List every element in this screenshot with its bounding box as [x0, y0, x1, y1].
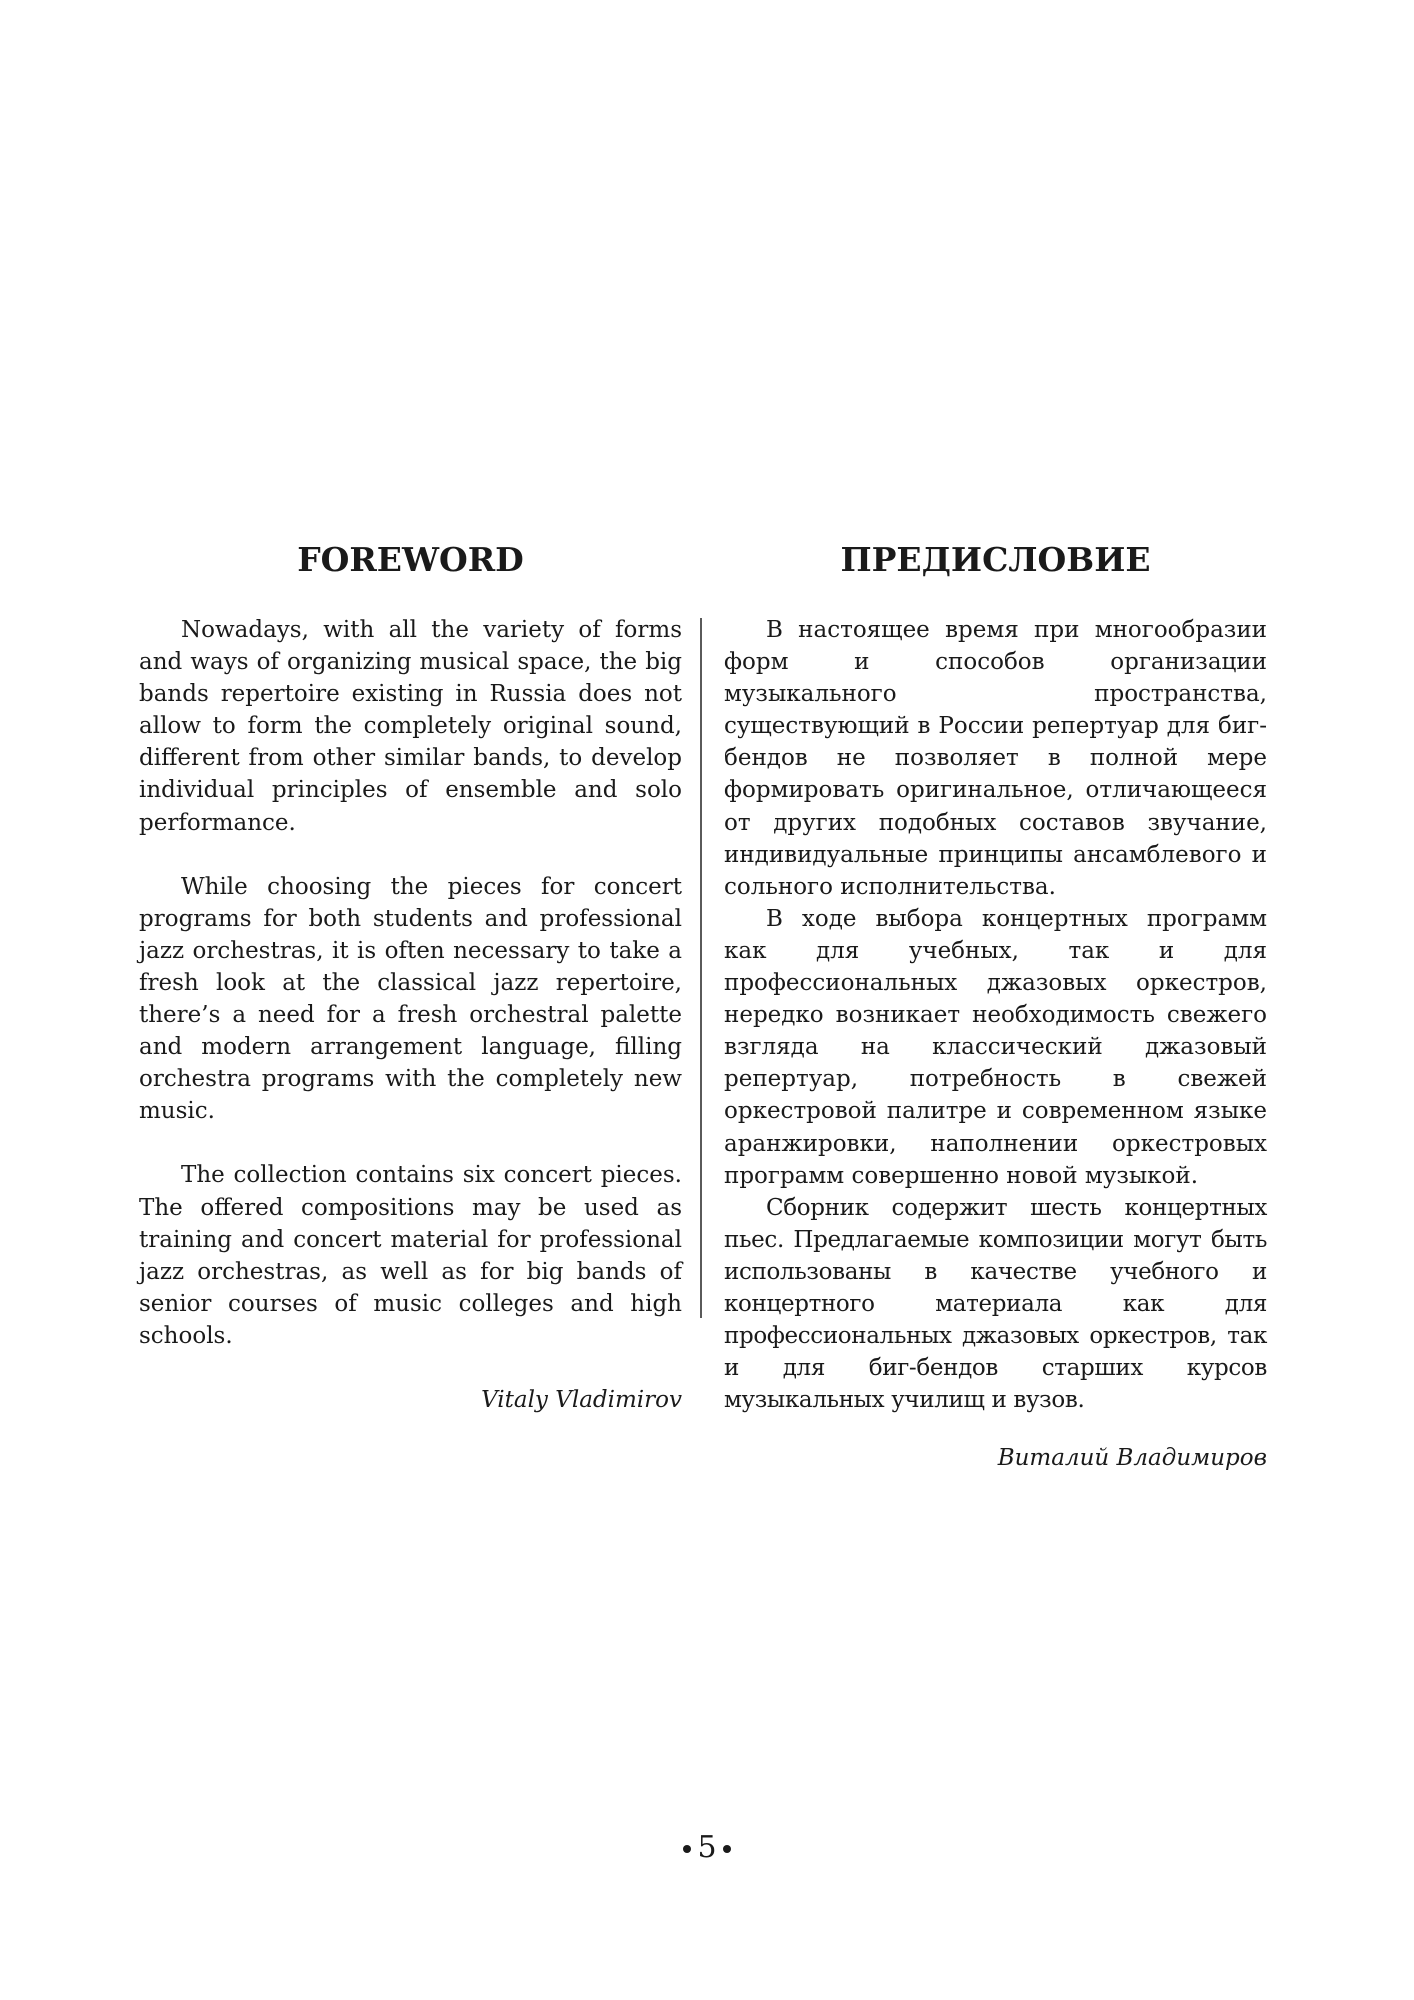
foreword-title-en: FOREWORD: [297, 540, 524, 579]
foreword-russian-column: [724, 538, 1267, 1474]
paragraph-ru-3: Сборник содержит шесть концертных пьес. Предлагаемые композиции могут быть использованы в качестве учебного и концертного материала как для профессиональных джазовых оркестров, так и для биг-бендов старших курсов музыкальных училищ и вузов.: [724, 1194, 1267, 1414]
paragraph-en-3: The collection contains six concert pieces. The offered compositions may be used as training and concert material for professional jazz orchestras, as well as for big bands of senior courses of music colleges and high schools.: [139, 1162, 682, 1349]
bullet-dot-icon: [723, 1845, 731, 1853]
paragraph-en-2: While choosing the pieces for concert programs for both students and professional jazz orchestras, it is often necessary to take a fresh look at the classical jazz repertoire, there’s a need for a fresh orchestral palette and modern arrangement language, filling orchestra programs with the completely new music.: [139, 873, 682, 1125]
paragraph-ru-2: В ходе выбора концертных программ как для учебных, так и для профессиональных джазовых оркестров, нередко возникает необходимость свежего взгляда на классический джазовый репертуар, потребность в свежей оркестровой палитре и современном языке аранжировки, наполнении оркестровых программ совершенно новой музыкой.: [724, 905, 1267, 1189]
signature-en: Vitaly Vladimirov: [481, 1386, 682, 1413]
paragraph-ru-1: В настоящее время при многообразии форм и способов организации музыкального пространства, существующий в России репертуар для биг-бендов не позволяет в полной мере формировать оригинальное, отличающееся от других подобных составов звучание, индивидуальные принципы ансамблевого и сольного исполнительства.: [724, 617, 1267, 900]
page-number-value: 5: [697, 1830, 717, 1865]
foreword-title-ru: ПРЕДИСЛОВИЕ: [840, 540, 1151, 579]
foreword-body-en: [139, 614, 682, 1352]
page-number: [0, 1828, 1414, 1868]
signature-ru: Виталий Владимиров: [997, 1445, 1267, 1472]
column-divider: [700, 618, 702, 1318]
foreword-english-column: [139, 538, 682, 1416]
bullet-dot-icon: [683, 1845, 691, 1853]
foreword-body-ru: [724, 614, 1267, 1416]
paragraph-en-1: Nowadays, with all the variety of forms and ways of organizing musical space, the big bands repertoire existing in Russia does not allow to form the completely original sound, different from other similar bands, to develop individual principles of ensemble and solo performance.: [139, 617, 682, 836]
